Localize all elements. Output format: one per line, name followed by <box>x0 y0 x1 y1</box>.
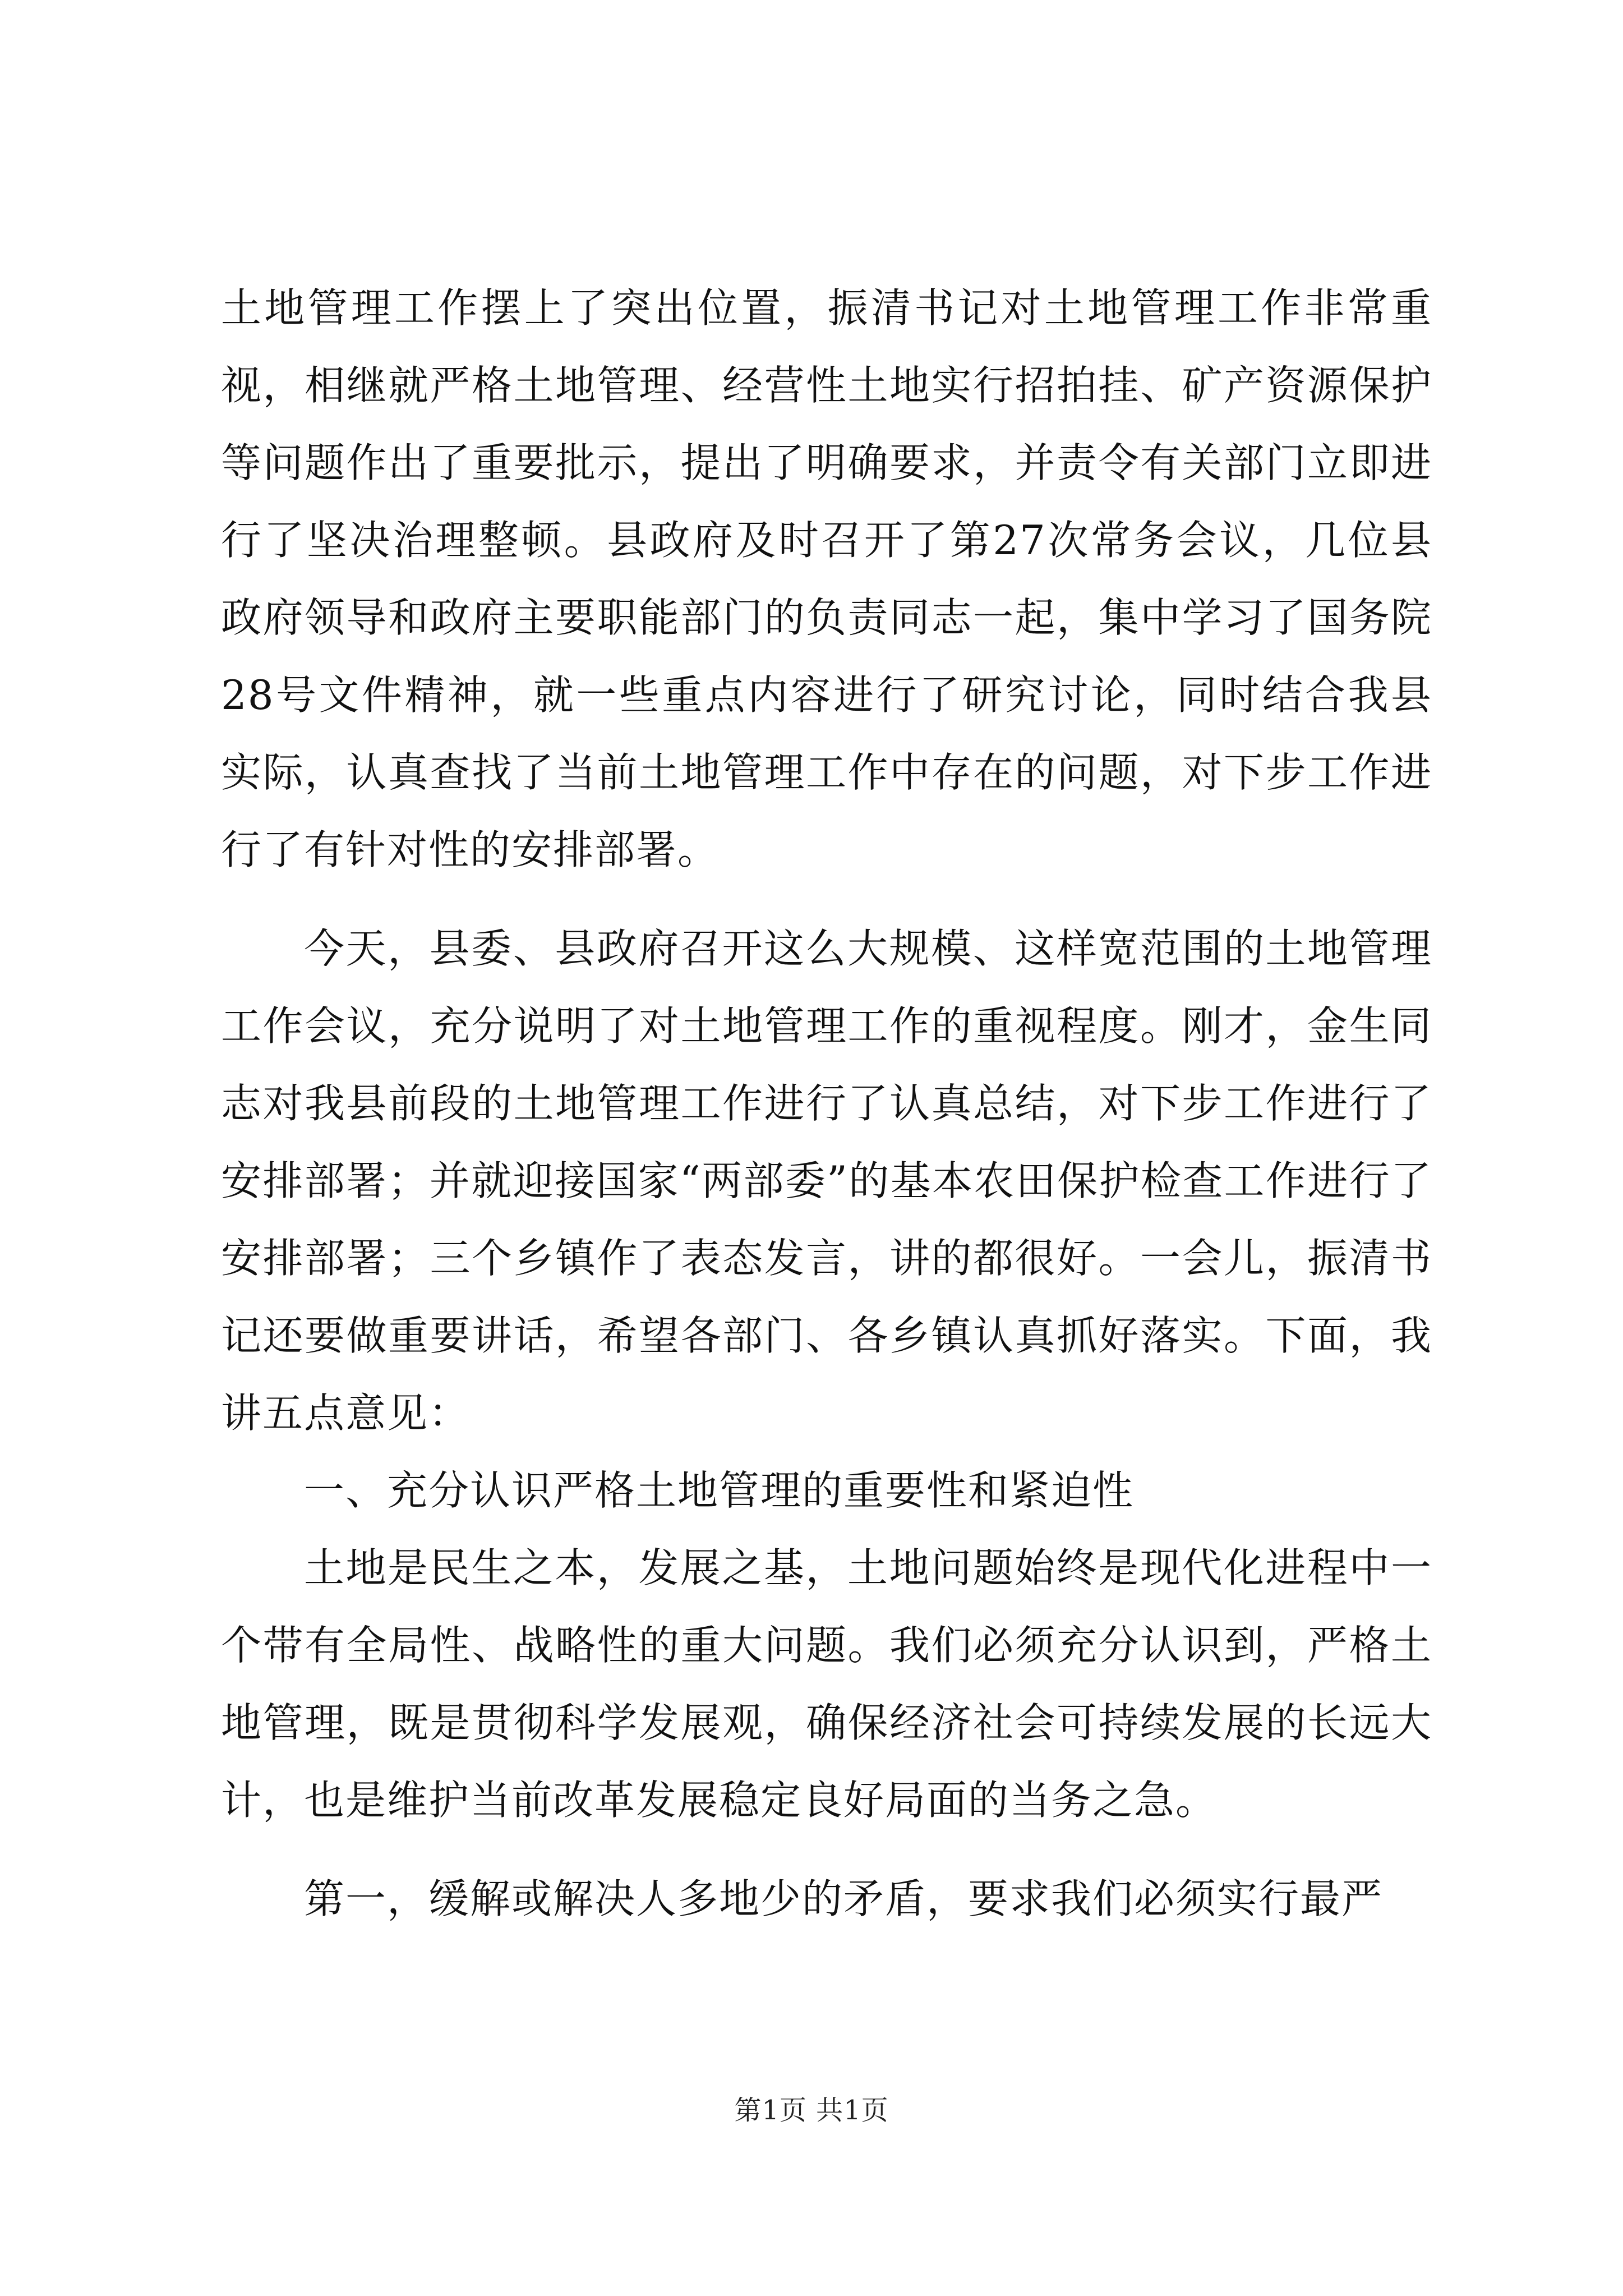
paragraph-point-one: 第一，缓解或解决人多地少的矛盾，要求我们必须实行最严 <box>304 1875 1384 1922</box>
paragraph-continuation: 土地管理工作摆上了突出位置，振清书记对土地管理工作非常重视，相继就严格土地管理、经营性土地实行招拍挂、矿产资源保护等问题作出了重要批示，提出了明确要求，并责令有关部门立即进行了坚决治理整顿。县政府及时召开了第27次常务会议，几位县政府领导和政府主要职能部门的负责同志一起，集中学习了国务院28号文件精神，就一些重点内容进行了研究讨论，同时结合我县实际，认真查找了当前土地管理工作中存在的问题，对下步工作进行了有针对性的安排部署。 <box>221 284 1432 873</box>
page-footer: 第1页 共1页 <box>734 2095 889 2126</box>
paragraph-land-importance: 土地是民生之本，发展之基，土地问题始终是现代化进程中一个带有全局性、战略性的重大问题。我们必须充分认识到，严格土地管理，既是贯彻科学发展观，确保经济社会可持续发展的长远大计，也是维护当前改革发展稳定良好局面的当务之急。 <box>221 1544 1432 1824</box>
document-body <box>221 269 1432 1938</box>
section-heading-one: 一、充分认识严格土地管理的重要性和紧迫性 <box>304 1467 1135 1514</box>
paragraph-meeting-overview: 今天，县委、县政府召开这么大规模、这样宽范围的土地管理工作会议，充分说明了对土地管理工作的重视程度。刚才，金生同志对我县前段的土地管理工作进行了认真总结，对下步工作进行了安排部署；并就迎接国家“两部委”的基本农田保护检查工作进行了安排部署；三个乡镇作了表态发言，讲的都很好。一会儿，振清书记还要做重要讲话，希望各部门、各乡镇认真抓好落实。下面，我讲五点意见： <box>221 925 1432 1437</box>
